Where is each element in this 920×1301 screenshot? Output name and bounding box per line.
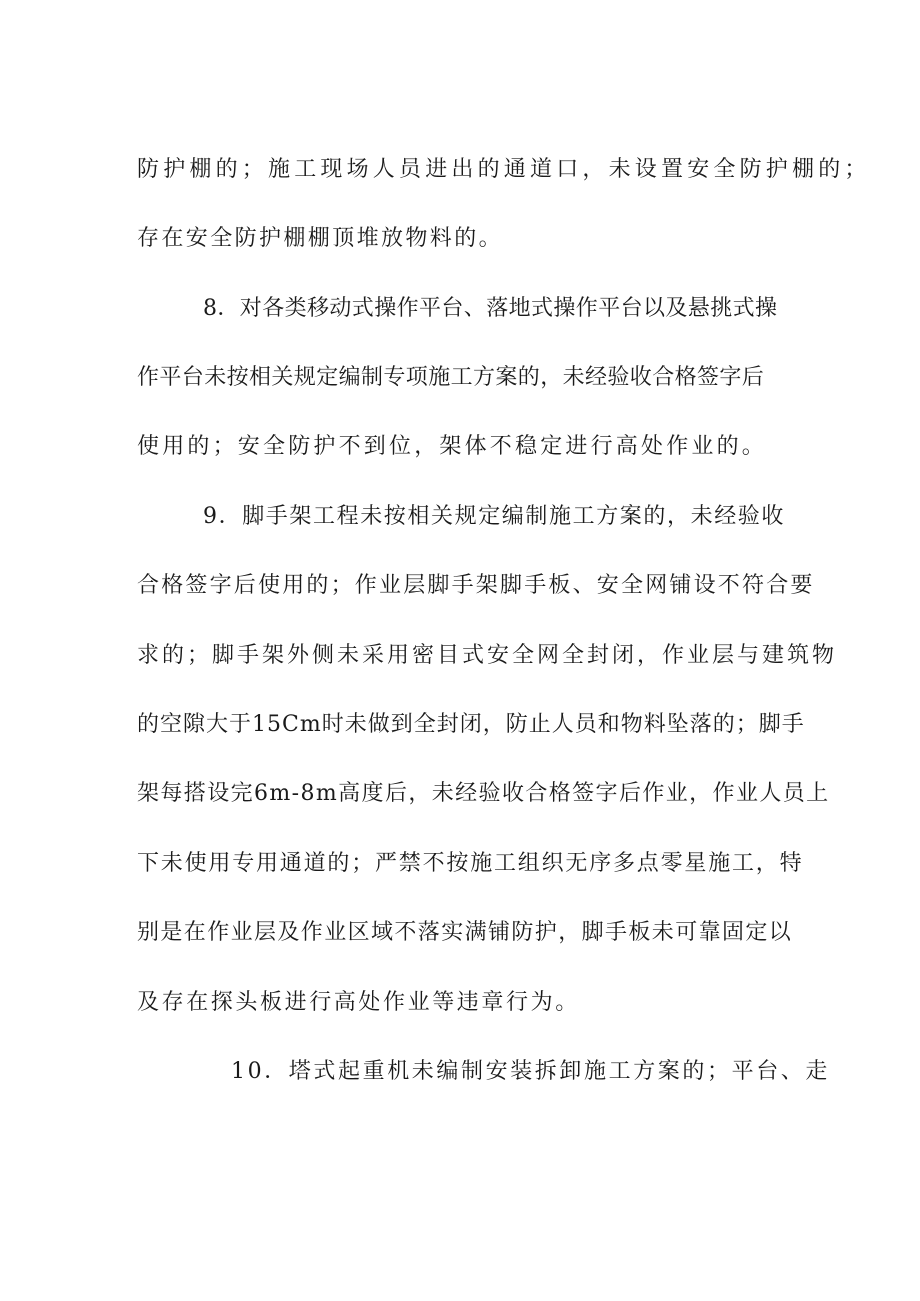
text-line (0, 705, 920, 745)
text-line (0, 219, 920, 259)
text-line (0, 358, 920, 398)
paragraph-text: 合格签字后使用的；作业层脚手架脚手板、安全网铺设不符合要 (137, 573, 815, 598)
text-line (0, 497, 920, 537)
paragraph-text: 下未使用专用通道的；严禁不按施工组织无序多点零星施工，特 (137, 851, 804, 876)
text-line (0, 913, 920, 953)
paragraph-start-item-8: 8．对各类移动式操作平台、落地式操作平台以及悬挑式操 (203, 296, 778, 321)
paragraph-text: 的空隙大于15Cm时未做到全封闭，防止人员和物料坠落的；脚手 (137, 712, 805, 737)
paragraph-text: 使用的；安全防护不到位，架体不稳定进行高处作业的。 (137, 434, 768, 459)
text-line (0, 427, 920, 467)
text-line (0, 983, 920, 1023)
text-line (0, 289, 920, 329)
paragraph-start-item-10: 10．塔式起重机未编制安装拆卸施工方案的；平台、走 (231, 1059, 830, 1084)
paragraph-text: 及存在探头板进行高处作业等违章行为。 (137, 990, 580, 1015)
text-line (0, 844, 920, 884)
paragraph-text: 别是在作业层及作业区域不落实满铺防护，脚手板未可靠固定以 (137, 920, 793, 945)
paragraph-start-item-9: 9．脚手架工程未按相关规定编制施工方案的，未经验收 (203, 504, 785, 529)
paragraph-text: 求的；脚手架外侧未采用密目式安全网全封闭，作业层与建筑物 (137, 643, 838, 668)
text-line (0, 636, 920, 676)
paragraph-text: 防护棚的；施工现场人员进出的通道口，未设置安全防护棚的； (137, 157, 871, 182)
paragraph-text: 架每搭设完6m-8m高度后，未经验收合格签字后作业，作业人员上 (137, 781, 830, 806)
text-line (0, 774, 920, 814)
paragraph-text: 作平台未按相关规定编制专项施工方案的，未经验收合格签字后 (137, 365, 765, 390)
paragraph-text: 存在安全防护棚棚顶堆放物料的。 (137, 226, 504, 251)
text-line (0, 1052, 920, 1092)
text-line (0, 566, 920, 606)
text-line (0, 150, 920, 190)
